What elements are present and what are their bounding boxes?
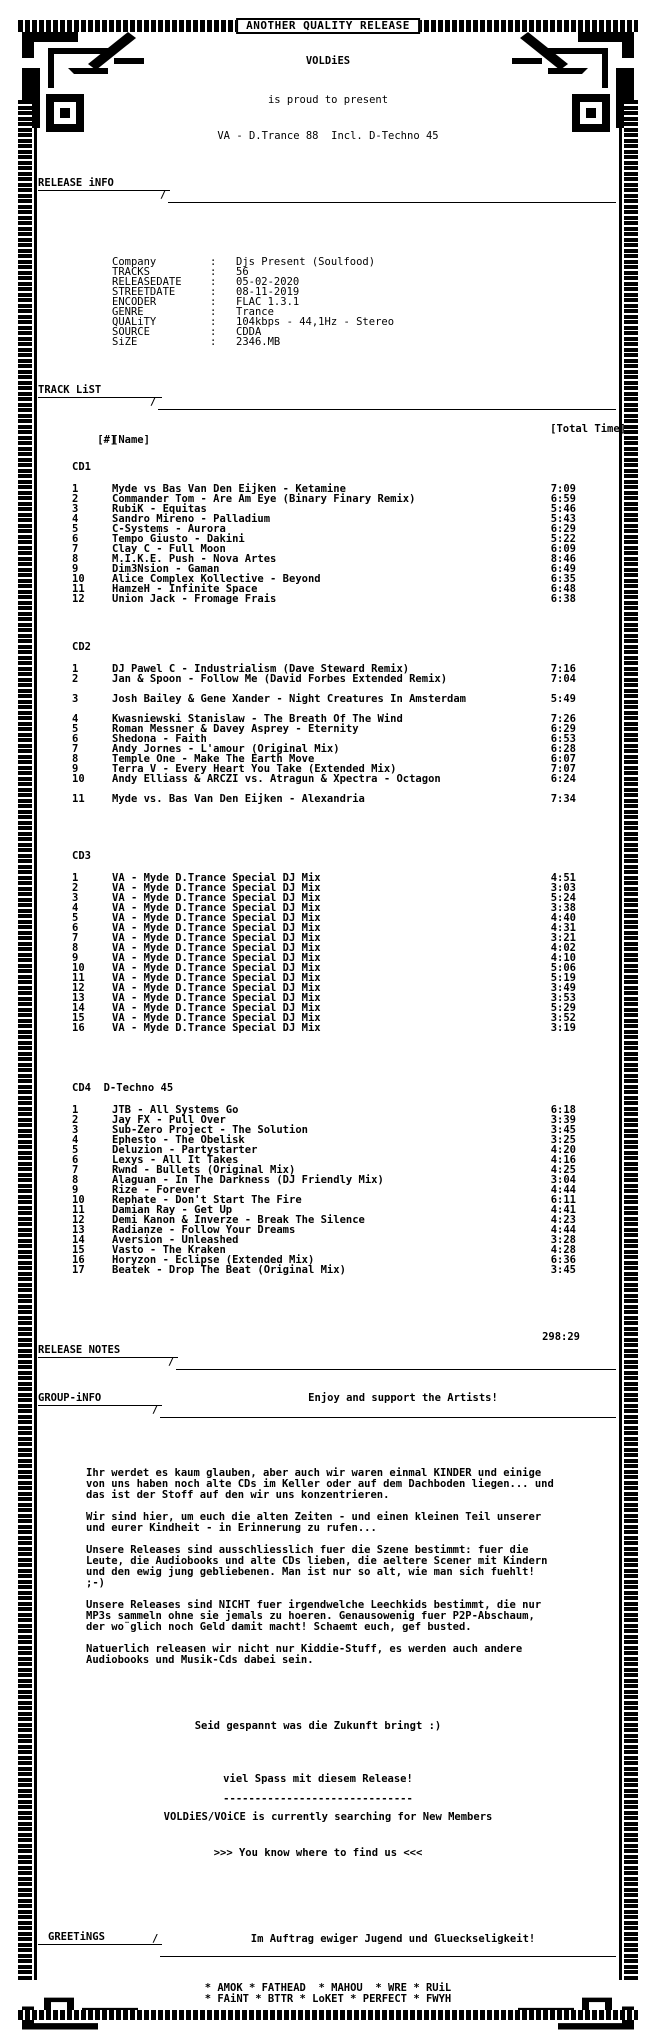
divider-slash: /	[160, 189, 167, 201]
track-number: 8	[72, 553, 79, 565]
track-title: Deluzion - Partystarter	[112, 1144, 258, 1156]
track-duration: 3:39	[550, 1114, 576, 1126]
greetings-line: * AMOK * FATHEAD * MAHOU * WRE * RUiL	[204, 1982, 452, 1994]
track-number: 14	[72, 1234, 85, 1246]
track-title: VA - Myde D.Trance Special DJ Mix	[112, 992, 321, 1004]
divider	[38, 397, 162, 398]
track-number: 8	[72, 753, 79, 765]
track-title: VA - Myde D.Trance Special DJ Mix	[112, 902, 321, 914]
track-number: 8	[72, 1174, 79, 1186]
track-duration: 7:34	[550, 793, 576, 805]
track-title: Rwnd - Bullets (Original Mix)	[112, 1164, 296, 1176]
track-duration: 5:24	[550, 892, 576, 904]
track-duration: 4:31	[550, 922, 576, 934]
group-info-text	[86, 1468, 556, 1677]
info-row: SiZE : 2346.MB	[112, 336, 281, 348]
track-number: 4	[72, 713, 79, 725]
track-number: 17	[72, 1264, 85, 1276]
track-title: Myde vs Bas Van Den Eijken - Ketamine	[112, 483, 346, 495]
greetings-motto: Im Auftrag ewiger Jugend und Glueckseligkeit!	[250, 1933, 536, 1945]
track-title: Rize - Forever	[112, 1184, 201, 1196]
track-number: 14	[72, 1002, 85, 1014]
info-paragraph: Natuerlich releasen wir nicht nur Kiddie-Stuff, es werden auch andere Audiobooks und Musik-Cds dabei sein.	[86, 1643, 523, 1666]
track-title: Alaguan - In The Darkness (DJ Friendly Mix)	[112, 1174, 384, 1186]
track-title: VA - Myde D.Trance Special DJ Mix	[112, 912, 321, 924]
track-duration: 4:41	[550, 1204, 576, 1216]
track-title: Alice Complex Kollective - Beyond	[112, 573, 321, 585]
track-duration: 3:04	[550, 1174, 576, 1186]
track-duration: 6:28	[550, 743, 576, 755]
track-title: VA - Myde D.Trance Special DJ Mix	[112, 922, 321, 934]
track-number: 15	[72, 1244, 85, 1256]
track-title: Sandro Mireno - Palladium	[112, 513, 271, 525]
find-us-text: >>> You know where to find us <<<	[213, 1847, 423, 1859]
track-duration: 3:28	[550, 1234, 576, 1246]
track-number: 10	[72, 962, 85, 974]
divider-slash: /	[168, 1356, 175, 1368]
track-title: VA - Myde D.Trance Special DJ Mix	[112, 942, 321, 954]
future-text: Seid gespannt was die Zukunft bringt :)	[194, 1720, 442, 1732]
track-title: VA - Myde D.Trance Special DJ Mix	[112, 1002, 321, 1014]
info-row: ENCODER : FLAC 1.3.1	[112, 296, 300, 308]
track-duration: 6:18	[550, 1104, 576, 1116]
corner-ornament	[498, 28, 638, 138]
info-row: QUALiTY : 104kbps - 44,1Hz - Stereo	[112, 316, 395, 328]
track-number: 5	[72, 723, 79, 735]
track-number: 3	[72, 892, 79, 904]
track-number: 11	[72, 972, 85, 984]
bottom-border	[18, 2010, 638, 2020]
track-duration: 3:19	[550, 1022, 576, 1034]
track-title: Andy Jornes - L'amour (Original Mix)	[112, 743, 340, 755]
track-duration: 6:09	[550, 543, 576, 555]
track-duration: 4:44	[550, 1224, 576, 1236]
track-title: Union Jack - Fromage Frais	[112, 593, 277, 605]
section-track-list: TRACK LiST	[38, 384, 102, 396]
track-duration: 8:46	[550, 553, 576, 565]
track-title: VA - Myde D.Trance Special DJ Mix	[112, 1022, 321, 1034]
divider	[176, 1369, 616, 1370]
track-number: 11	[72, 583, 85, 595]
track-duration: 6:38	[550, 593, 576, 605]
track-title: Josh Bailey & Gene Xander - Night Creatures In Amsterdam	[112, 693, 467, 705]
track-number: 15	[72, 1012, 85, 1024]
track-number: 5	[72, 912, 79, 924]
track-number: 7	[72, 1164, 79, 1176]
left-border	[18, 100, 32, 1980]
divider-slash: /	[150, 396, 157, 408]
track-number: 2	[72, 882, 79, 894]
track-title: Aversion - Unleashed	[112, 1234, 239, 1246]
track-number: 1	[72, 663, 79, 675]
section-release-notes: RELEASE NOTES	[38, 1344, 121, 1356]
track-title: RubiK - Equitas	[112, 503, 207, 515]
cd-label: CD3	[72, 850, 91, 862]
divider	[158, 409, 616, 410]
track-duration: 7:26	[550, 713, 576, 725]
track-duration: 6:59	[550, 493, 576, 505]
track-title: VA - Myde D.Trance Special DJ Mix	[112, 882, 321, 894]
track-title: VA - Myde D.Trance Special DJ Mix	[112, 932, 321, 944]
divider-slash: /	[152, 1933, 159, 1945]
track-duration: 4:20	[550, 1144, 576, 1156]
track-number: 6	[72, 733, 79, 745]
track-duration: 7:07	[550, 763, 576, 775]
track-title: Shedona - Faith	[112, 733, 207, 745]
track-number: 8	[72, 942, 79, 954]
track-title: Tempo Giusto - Dakini	[112, 533, 245, 545]
track-title: DJ Pawel C - Industrialism (Dave Steward Remix)	[112, 663, 410, 675]
info-row: GENRE : Trance	[112, 306, 274, 318]
track-title: VA - Myde D.Trance Special DJ Mix	[112, 952, 321, 964]
track-number: 12	[72, 1214, 85, 1226]
track-number: 9	[72, 952, 79, 964]
track-title: Myde vs. Bas Van Den Eijken - Alexandria	[112, 793, 365, 805]
right-border-line	[619, 100, 622, 1980]
top-title: ANOTHER QUALITY RELEASE	[236, 18, 420, 34]
track-duration: 7:09	[550, 483, 576, 495]
track-number: 9	[72, 763, 79, 775]
dash-divider: ------------------------------	[223, 1793, 413, 1805]
track-number: 3	[72, 693, 79, 705]
track-title: Dim3Nsion - Gaman	[112, 563, 220, 575]
track-number: 7	[72, 743, 79, 755]
track-list-header: [#] [Name] [Total Time]	[97, 423, 626, 446]
track-number: 4	[72, 1134, 79, 1146]
track-duration: 3:49	[550, 982, 576, 994]
searching-text: VOLDiES/VOiCE is currently searching for New Members	[163, 1811, 493, 1823]
track-number: 16	[72, 1022, 85, 1034]
track-title: Terra V - Every Heart You Take (Extended Mix)	[112, 763, 397, 775]
track-duration: 4:16	[550, 1154, 576, 1166]
track-number: 7	[72, 932, 79, 944]
fun-text: viel Spass mit diesem Release!	[223, 1773, 413, 1785]
track-duration: 4:10	[550, 952, 576, 964]
section-release-info: RELEASE iNFO	[38, 177, 114, 189]
track-number: 13	[72, 992, 85, 1004]
divider	[160, 1956, 616, 1957]
track-duration: 3:21	[550, 932, 576, 944]
track-duration: 5:29	[550, 1002, 576, 1014]
group-name: VOLDiES	[305, 55, 351, 67]
track-title: Roman Messner & Davey Asprey - Eternity	[112, 723, 359, 735]
divider	[38, 190, 170, 191]
track-number: 6	[72, 533, 79, 545]
track-title: HamzeH - Infinite Space	[112, 583, 258, 595]
track-duration: 5:22	[550, 533, 576, 545]
track-duration: 4:23	[550, 1214, 576, 1226]
track-number: 11	[72, 793, 85, 805]
info-row: SOURCE : CDDA	[112, 326, 262, 338]
track-duration: 6:07	[550, 753, 576, 765]
track-title: M.I.K.E. Push - Nova Artes	[112, 553, 277, 565]
info-paragraph: Unsere Releases sind NICHT fuer irgendwelche Leechkids bestimmt, die nur MP3s sammeln ohne sie jemals zu hoeren. Genausowenig fuer P2P-Abschaum, der wo¨glich noch Geld damit macht! Schaemt euch, gef busted.	[86, 1599, 542, 1633]
track-duration: 5:06	[550, 962, 576, 974]
track-title: Lexys - All It Takes	[112, 1154, 239, 1166]
track-number: 3	[72, 1124, 79, 1136]
track-duration: 6:48	[550, 583, 576, 595]
track-number: 6	[72, 1154, 79, 1166]
track-number: 12	[72, 593, 85, 605]
track-duration: 3:52	[550, 1012, 576, 1024]
track-duration: 3:38	[550, 902, 576, 914]
track-duration: 7:04	[550, 673, 576, 685]
track-number: 10	[72, 773, 85, 785]
track-duration: 4:44	[550, 1184, 576, 1196]
corner-ornament	[18, 28, 158, 138]
presents-text: is proud to present	[267, 94, 389, 106]
track-title: Commander Tom - Are Am Eye (Binary Finary Remix)	[112, 493, 416, 505]
group-tagline: Enjoy and support the Artists!	[308, 1392, 498, 1404]
section-group-info: GROUP-iNFO	[38, 1392, 102, 1404]
track-number: 16	[72, 1254, 85, 1266]
track-duration: 5:46	[550, 503, 576, 515]
track-duration: 5:43	[550, 513, 576, 525]
track-title: Kwasniewski Stanislaw - The Breath Of The Wind	[112, 713, 403, 725]
track-number: 3	[72, 503, 79, 515]
info-paragraph: Unsere Releases sind ausschliesslich fuer die Szene bestimmt: fuer die Leute, die Audiobooks und alte CDs lieben, die aeltere Scener mit Kindern und den ewig jung gebliebenen. Man ist nur so alt, wie man sich fuehlt! ;-)	[86, 1544, 548, 1589]
track-duration: 3:53	[550, 992, 576, 1004]
track-title: Horyzon - Eclipse (Extended Mix)	[112, 1254, 315, 1266]
track-duration: 4:25	[550, 1164, 576, 1176]
track-title: Damian Ray - Get Up	[112, 1204, 233, 1216]
track-title: Beatek - Drop The Beat (Original Mix)	[112, 1264, 346, 1276]
divider	[38, 1405, 162, 1406]
track-duration: 4:40	[550, 912, 576, 924]
track-number: 5	[72, 523, 79, 535]
track-duration: 6:53	[550, 733, 576, 745]
divider	[160, 1417, 616, 1418]
cd-label: CD4 D-Techno 45	[72, 1082, 174, 1094]
track-number: 2	[72, 493, 79, 505]
info-paragraph: Ihr werdet es kaum glauben, aber auch wir waren einmal KINDER und einige von uns haben noch alte CDs im Keller oder auf dem Dachboden liegen... und das ist der Stoff auf den wir uns konzentrieren.	[86, 1467, 554, 1501]
track-number: 10	[72, 573, 85, 585]
track-number: 4	[72, 902, 79, 914]
track-duration: 5:49	[550, 693, 576, 705]
divider	[168, 202, 616, 203]
total-time: 298:29	[542, 1331, 580, 1343]
track-title: VA - Myde D.Trance Special DJ Mix	[112, 1012, 321, 1024]
track-number: 1	[72, 1104, 79, 1116]
track-duration: 3:45	[550, 1124, 576, 1136]
track-title: Radianze - Follow Your Dreams	[112, 1224, 296, 1236]
track-title: VA - Myde D.Trance Special DJ Mix	[112, 962, 321, 974]
right-border	[624, 100, 638, 1980]
track-number: 9	[72, 1184, 79, 1196]
track-number: 2	[72, 673, 79, 685]
greetings-line: * FAiNT * BTTR * LoKET * PERFECT * FWYH	[204, 1993, 452, 2005]
cd-label: CD2	[72, 641, 91, 653]
track-duration: 6:29	[550, 723, 576, 735]
info-row: STREETDATE : 08-11-2019	[112, 286, 300, 298]
track-duration: 3:45	[550, 1264, 576, 1276]
track-duration: 7:16	[550, 663, 576, 675]
info-row: Company : Djs Present (Soulfood)	[112, 256, 376, 268]
track-duration: 4:51	[550, 872, 576, 884]
track-duration: 6:11	[550, 1194, 576, 1206]
track-title: VA - Myde D.Trance Special DJ Mix	[112, 982, 321, 994]
track-title: VA - Myde D.Trance Special DJ Mix	[112, 872, 321, 884]
track-title: C-Systems - Aurora	[112, 523, 226, 535]
track-number: 1	[72, 483, 79, 495]
track-duration: 3:25	[550, 1134, 576, 1146]
track-title: Ephesto - The Obelisk	[112, 1134, 245, 1146]
track-duration: 3:03	[550, 882, 576, 894]
info-row: TRACKS : 56	[112, 266, 249, 278]
track-duration: 4:28	[550, 1244, 576, 1256]
track-duration: 6:29	[550, 523, 576, 535]
track-duration: 6:49	[550, 563, 576, 575]
info-paragraph: Wir sind hier, um euch die alten Zeiten - und einen kleinen Teil unserer und eurer Kindheit - in Erinnerung zu rufen...	[86, 1511, 542, 1534]
track-title: Jay FX - Pull Over	[112, 1114, 226, 1126]
track-title: Clay C - Full Moon	[112, 543, 226, 555]
track-number: 4	[72, 513, 79, 525]
divider-slash: /	[152, 1404, 159, 1416]
cd-label: CD1	[72, 461, 91, 473]
left-border-line	[34, 100, 37, 1980]
track-title: VA - Myde D.Trance Special DJ Mix	[112, 972, 321, 984]
track-duration: 6:24	[550, 773, 576, 785]
track-number: 5	[72, 1144, 79, 1156]
info-row: RELEASEDATE : 05-02-2020	[112, 276, 300, 288]
track-number: 6	[72, 922, 79, 934]
track-title: Sub-Zero Project - The Solution	[112, 1124, 308, 1136]
track-number: 2	[72, 1114, 79, 1126]
track-number: 12	[72, 982, 85, 994]
track-title: Vasto - The Kraken	[112, 1244, 226, 1256]
track-title: Andy Elliass & ARCZI vs. Atragun & Xpectra - Octagon	[112, 773, 441, 785]
track-number: 1	[72, 872, 79, 884]
track-duration: 4:02	[550, 942, 576, 954]
track-number: 13	[72, 1224, 85, 1236]
track-duration: 6:35	[550, 573, 576, 585]
track-title: Jan & Spoon - Follow Me (David Forbes Extended Remix)	[112, 673, 448, 685]
track-number: 11	[72, 1204, 85, 1216]
track-number: 10	[72, 1194, 85, 1206]
track-duration: 5:19	[550, 972, 576, 984]
track-duration: 6:36	[550, 1254, 576, 1266]
track-title: VA - Myde D.Trance Special DJ Mix	[112, 892, 321, 904]
track-title: JTB - All Systems Go	[112, 1104, 239, 1116]
track-title: Demi Kanon & Inverze - Break The Silence	[112, 1214, 365, 1226]
release-title: VA - D.Trance 88 Incl. D-Techno 45	[217, 130, 439, 142]
section-greetings: GREETiNGS	[48, 1931, 105, 1943]
divider	[38, 1357, 178, 1358]
track-number: 7	[72, 543, 79, 555]
track-number: 9	[72, 563, 79, 575]
track-title: Rephate - Don't Start The Fire	[112, 1194, 302, 1206]
track-title: Temple One - Make The Earth Move	[112, 753, 315, 765]
